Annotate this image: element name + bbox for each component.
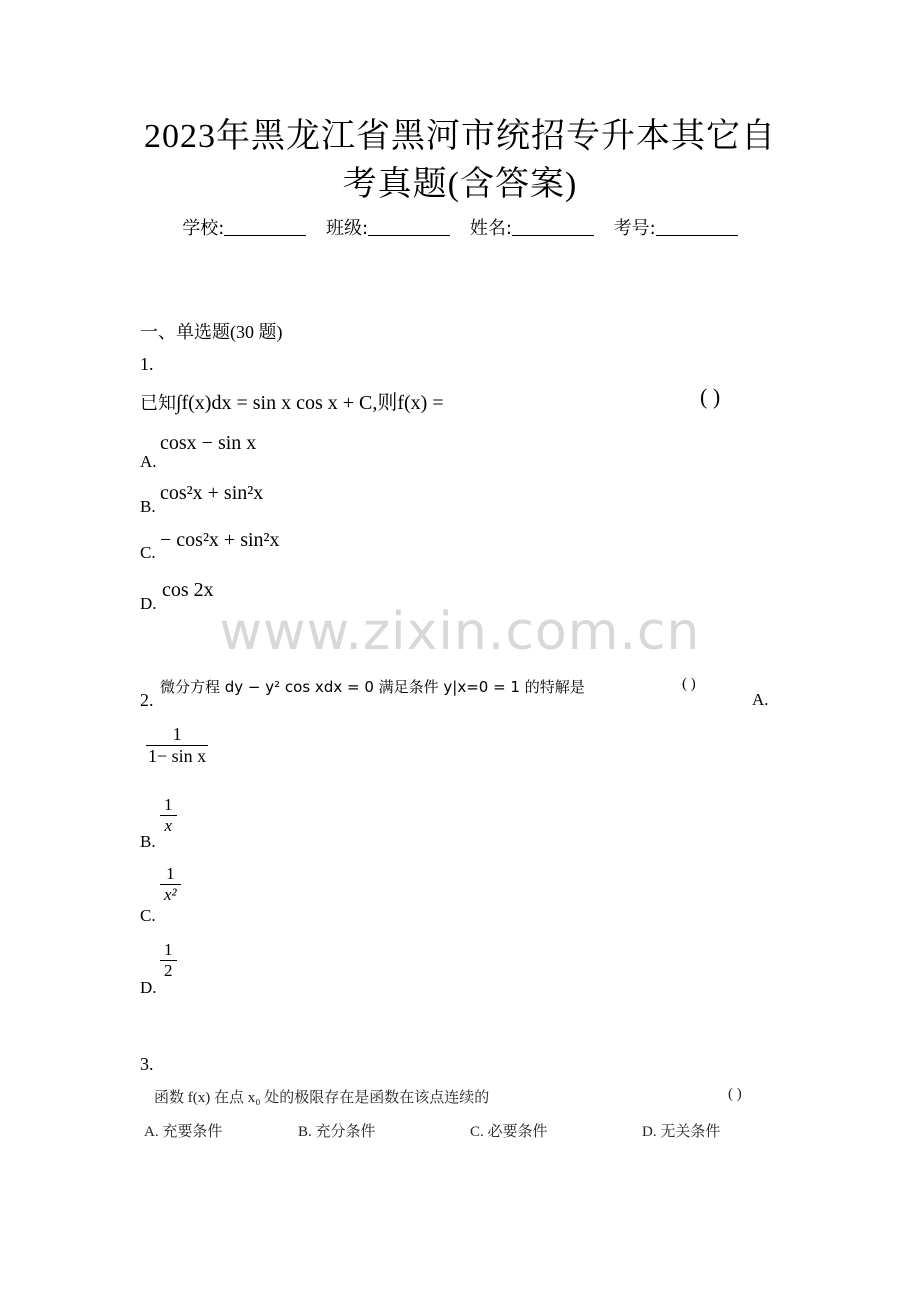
q1-option-c-math: − cos²x + sin²x [160,529,280,551]
q2-option-a-numerator: 1 [172,724,182,744]
q3-option-d: D. 无关条件 [642,1124,721,1140]
q2-option-c-fraction [160,864,181,905]
q2-option-c-numerator: 1 [166,864,175,883]
q2-option-b-label: B. [140,832,156,851]
q1-option-a-label: A. [140,452,157,471]
q1-option-b-math: cos²x + sin²x [160,482,264,504]
q3-number: 3. [140,1054,154,1074]
q2-option-d-numerator: 1 [164,940,173,959]
school-blank[interactable] [224,219,306,236]
q3-option-b: B. 充分条件 [298,1124,376,1140]
exam-number-blank[interactable] [656,219,738,236]
q1-stem-prefix: 已知 [140,393,176,413]
section-heading: 一、单选题(30 题) [140,322,283,342]
q2-option-c-label: C. [140,906,156,925]
q1-answer-paren: ( ) [700,384,721,409]
name-label: 姓名: [469,218,512,239]
q2-option-c-denominator: x² [160,884,181,905]
q1-stem-math: ∫f(x)dx = sin x cos x + C,则f(x) = [176,392,444,414]
q1-option-b-label: B. [140,497,156,516]
q2-option-a-label: A. [752,690,769,709]
q2-option-d-fraction [160,940,177,981]
school-label: 学校: [182,218,225,239]
q2-option-a-denominator: 1− sin x [148,746,207,766]
q2-option-d-label: D. [140,978,157,997]
q2-option-b-fraction [160,795,177,836]
q3-stem: 函数 f(x) 在点 x₀ 处的极限存在是函数在该点连续的 [154,1090,490,1106]
q1-stem [140,386,444,415]
q2-stem: 微分方程 dy − y² cos xdx = 0 满足条件 y|x=0 = 1 的特解是 [160,678,585,696]
q2-option-d-denominator: 2 [160,960,177,981]
page-title-line1: 2023年黑龙江省黑河市统招专升本其它自 [144,118,776,155]
q1-option-d-math: cos 2x [162,579,214,601]
q1-option-d-label: D. [140,594,157,613]
q1-option-a-math: cosx − sin x [160,432,257,454]
q2-answer-paren: ( ) [682,676,696,692]
class-blank[interactable] [368,219,450,236]
page-title-line2: 考真题(含答案) [342,166,578,203]
q2-option-a-fraction [146,724,208,767]
q1-option-c-label: C. [140,543,156,562]
q1-number: 1. [140,354,154,374]
student-info-fields [0,214,920,240]
class-label: 班级: [326,218,369,239]
q3-option-a: A. 充要条件 [144,1124,223,1140]
watermark: www.zixin.com.cn [219,602,701,662]
q2-option-b-denominator: x [160,815,177,836]
q2-option-b-numerator: 1 [164,795,173,814]
exam-number-label: 考号: [613,218,656,239]
q2-number: 2. [140,690,154,710]
q3-option-c: C. 必要条件 [470,1124,548,1140]
q3-answer-paren: ( ) [728,1086,742,1102]
name-blank[interactable] [512,219,594,236]
